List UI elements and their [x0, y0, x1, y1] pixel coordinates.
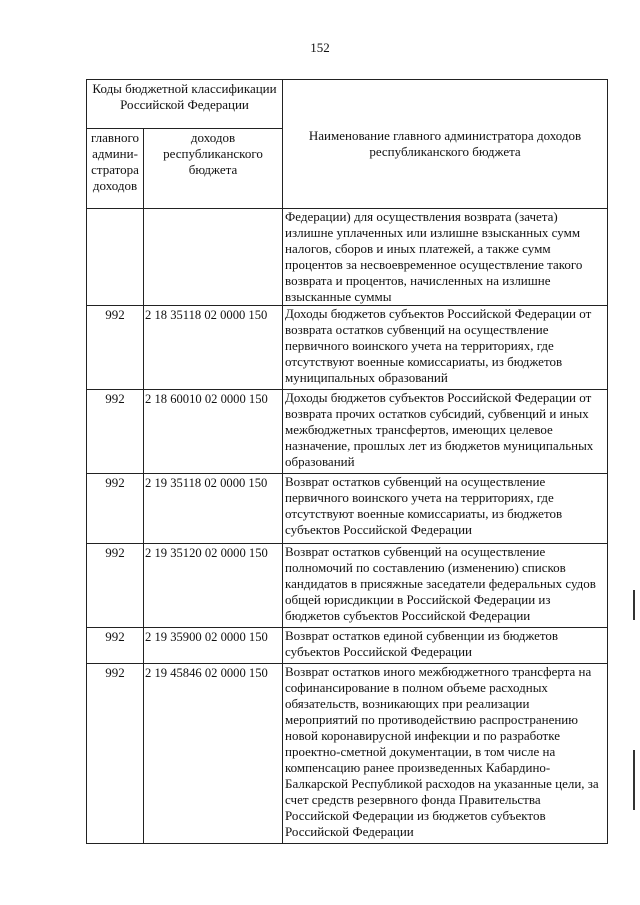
header-income-column: доходов республиканского бюджета: [144, 129, 283, 209]
income-code-cell: 2 18 35118 02 0000 150: [144, 306, 283, 390]
page-number: 152: [310, 40, 330, 55]
income-code-cell: 2 18 60010 02 0000 150: [144, 390, 283, 474]
description-cell: Доходы бюджетов субъектов Российской Федерации от возврата остатков субвенций на осуществление первичного воинского учета на территориях, где отсутствуют военные комиссариаты, из бюджетов муниципальных образований: [283, 306, 608, 390]
table-row: [87, 209, 608, 306]
table-row: [87, 664, 608, 844]
table-row: [87, 306, 608, 390]
admin-code-cell: 992: [87, 474, 144, 544]
table-row: [87, 628, 608, 664]
income-code-cell: 2 19 35120 02 0000 150: [144, 544, 283, 628]
admin-code-cell: 992: [87, 628, 144, 664]
description-cell: Доходы бюджетов субъектов Российской Федерации от возврата прочих остатков субсидий, субвенций и иных межбюджетных трансфертов, имеющих целевое назначение, прошлых лет из бюджетов муниципальных образований: [283, 390, 608, 474]
scan-edge-mark: [633, 590, 635, 620]
description-cell: Возврат остатков иного межбюджетного трансферта на софинансирование в полном объеме расходных обязательств, возникающих при реализации мероприятий по противодействию распространению новой коронавирусной инфекции и по разработке проектно-сметной документации, в том числе на компенсацию ранее произведенных Кабардино-Балкарской Республикой расходов на указанные цели, за счет средств резервного фонда Правительства Российской Федерации из бюджетов субъектов Российской Федерации: [283, 664, 608, 844]
description-cell: Возврат остатков единой субвенции из бюджетов субъектов Российской Федерации: [283, 628, 608, 664]
income-code-cell: 2 19 45846 02 0000 150: [144, 664, 283, 844]
admin-code-cell: 992: [87, 390, 144, 474]
table-row: [87, 474, 608, 544]
header-row: [87, 80, 608, 129]
admin-code-cell: 992: [87, 306, 144, 390]
header-name-column: Наименование главного администратора доходов республиканского бюджета: [283, 80, 608, 209]
header-admin-column: главного админи-стратора доходов: [87, 129, 144, 209]
table-row: [87, 544, 608, 628]
income-code-cell: [144, 209, 283, 306]
header-group-label: Коды бюджетной классификации Российской Федерации: [87, 80, 283, 129]
income-code-cell: 2 19 35900 02 0000 150: [144, 628, 283, 664]
income-code-cell: 2 19 35118 02 0000 150: [144, 474, 283, 544]
admin-code-cell: 992: [87, 664, 144, 844]
description-cell: Федерации) для осуществления возврата (зачета) излишне уплаченных или излишне взысканных сумм налогов, сборов и иных платежей, а также сумм процентов за несвоевременное осуществление такого возврата и процентов, начисленных на излишне взысканные суммы: [283, 209, 608, 306]
description-cell: Возврат остатков субвенций на осуществление полномочий по составлению (изменению) списков кандидатов в присяжные заседатели федеральных судов общей юрисдикции в Российской Федерации из бюджетов субъектов Российской Федерации: [283, 544, 608, 628]
table-row: [87, 390, 608, 474]
scan-edge-mark: [633, 750, 635, 810]
admin-code-cell: 992: [87, 544, 144, 628]
description-cell: Возврат остатков субвенций на осуществление первичного воинского учета на территориях, где отсутствуют военные комиссариаты, из бюджетов субъектов Российской Федерации: [283, 474, 608, 544]
admin-code-cell: [87, 209, 144, 306]
budget-codes-table: [86, 79, 608, 844]
